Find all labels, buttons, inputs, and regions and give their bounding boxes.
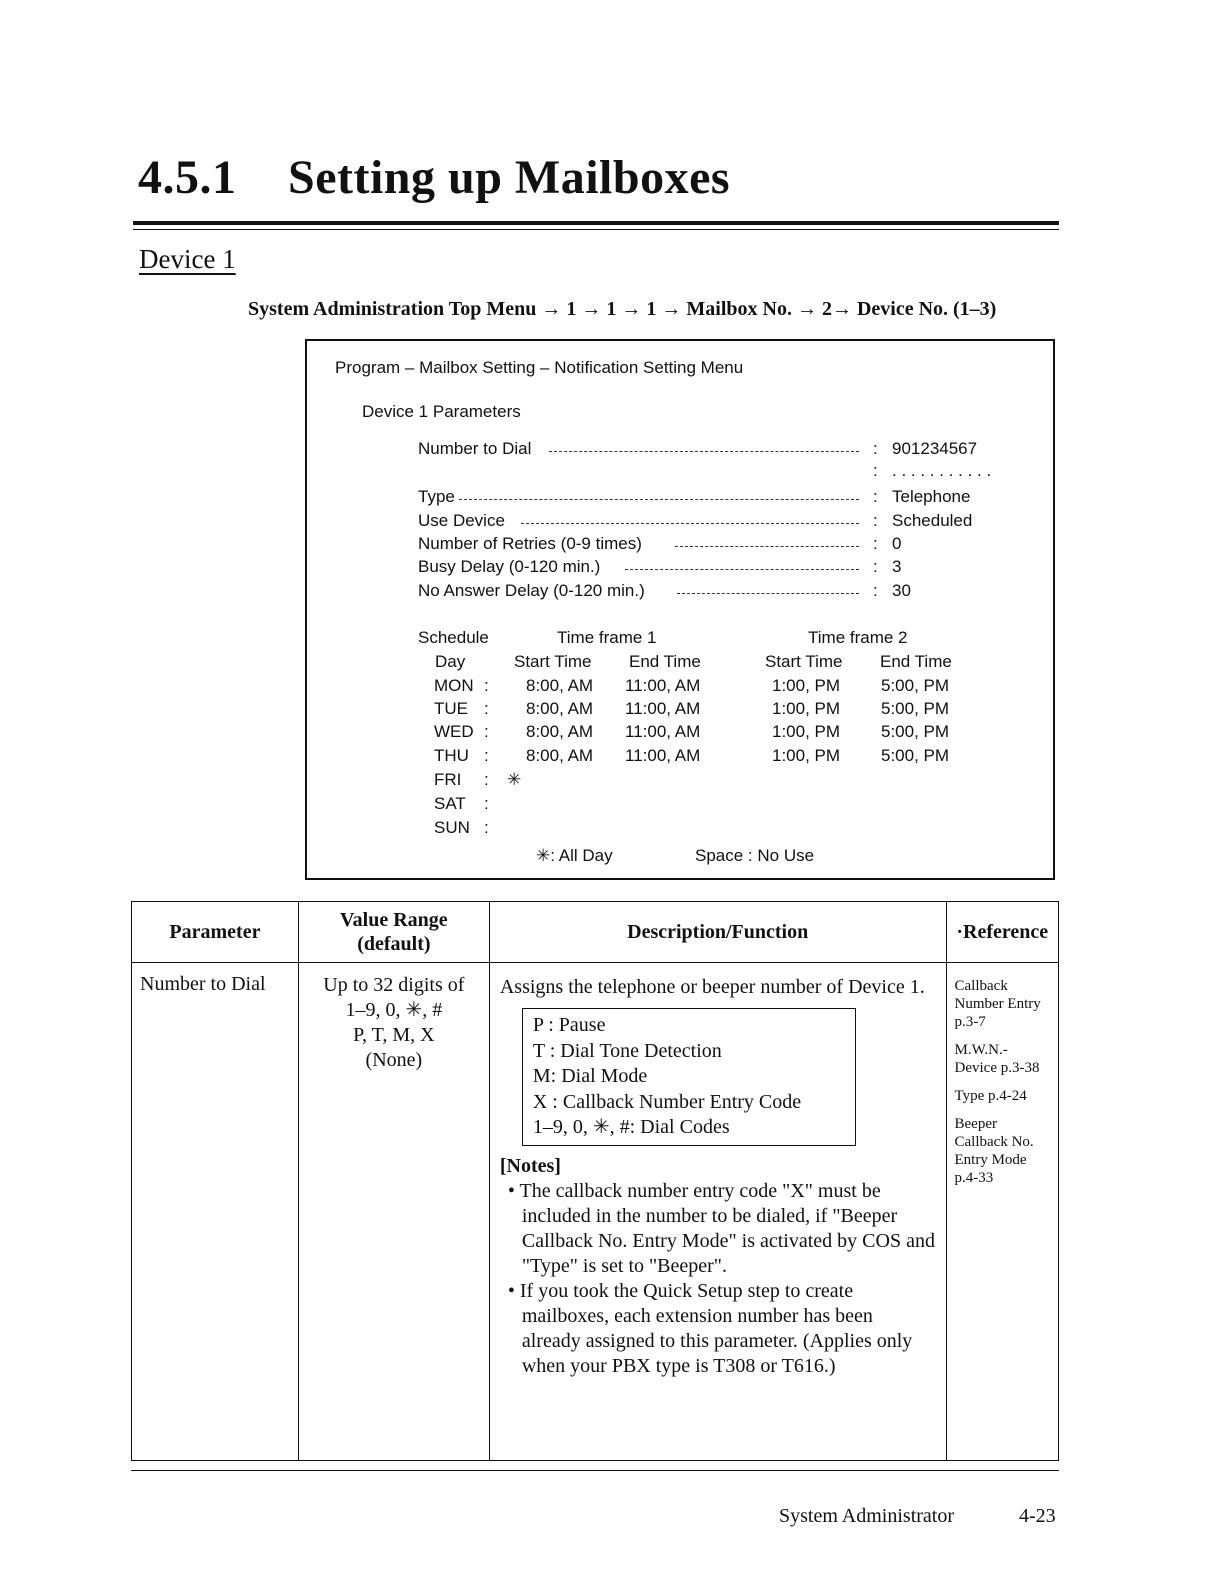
param-label: Busy Delay (0-120 min.) (418, 557, 601, 576)
param-colon: : (873, 557, 878, 576)
end-time-1: 11:00, AM (625, 699, 701, 718)
param-value: 0 (892, 534, 902, 553)
end-time-1: 11:00, AM (625, 722, 701, 741)
value-range-default: (None) (365, 1049, 423, 1071)
parameter-table (131, 901, 1059, 1461)
param-colon: : (873, 511, 878, 530)
value-range-line: Up to 32 digits of (323, 974, 465, 996)
start-time-2: 1:00, PM (772, 746, 841, 765)
note-text: If you took the Quick Setup step to create mailboxes, each extension number has been already assigned to this parameter. (Applies only when your PBX type is T308 or T616.) (519, 1279, 913, 1377)
param-value: 3 (892, 557, 902, 576)
dial-code-item: X : Callback Number Entry Code (532, 1090, 802, 1113)
value-range-line: 1–9, 0, ✳, # (345, 999, 443, 1021)
time-frame-2-label: Time frame 2 (808, 628, 908, 647)
parameter-cell: Number to Dial (132, 963, 299, 1461)
day-colon: : (484, 794, 489, 813)
leader-line (521, 523, 859, 524)
leader-line (677, 593, 859, 594)
param-label: No Answer Delay (0-120 min.) (418, 581, 645, 600)
start-time-1: 8:00, AM (526, 699, 594, 718)
reference-item: M.W.N.- Device p.3-38 (954, 1042, 1040, 1076)
legend-all-day: ✳: All Day (536, 846, 613, 865)
title-rule (133, 221, 1059, 225)
section-number: 4.5.1 (138, 151, 237, 204)
leader-line (459, 499, 859, 500)
end-time-2: 5:00, PM (881, 722, 950, 741)
start-time-1: 8:00, AM (526, 722, 594, 741)
description-text: Assigns the telephone or beeper number of Device 1. (499, 976, 925, 998)
start-header: Start Time (514, 652, 592, 671)
end-header: End Time (880, 652, 952, 671)
value-range-line: P, T, M, X (353, 1024, 435, 1046)
schedule-day: FRI (434, 770, 462, 789)
screen-display (305, 339, 1055, 880)
day-colon: : (484, 818, 489, 837)
page-number: 4-23 (1019, 1505, 1056, 1527)
param-colon: : (873, 581, 878, 600)
schedule-day: SAT (434, 794, 466, 813)
param-colon: : (873, 461, 878, 480)
section-title: Setting up Mailboxes (288, 151, 731, 204)
end-header: End Time (629, 652, 701, 671)
start-time-1: ✳ (507, 770, 522, 789)
reference-item: Type p.4-24 (954, 1088, 1027, 1104)
schedule-day: MON (434, 676, 474, 695)
description-cell (489, 963, 946, 1461)
leader-line (675, 546, 859, 547)
start-time-2: 1:00, PM (772, 722, 841, 741)
time-frame-1-label: Time frame 1 (557, 628, 657, 647)
leader-line (549, 451, 859, 452)
param-value: Telephone (892, 487, 971, 506)
schedule-label: Schedule (418, 628, 489, 647)
day-colon: : (484, 746, 489, 765)
note-text: The callback number entry code "X" must be included in the number to be dialed, if "Beeper Callback No. Entry Mode" is activated by COS and "Type" is set to "Beeper". (519, 1179, 935, 1277)
reference-item: Beeper Callback No. Entry Mode p.4-33 (954, 1116, 1034, 1186)
start-time-2: 1:00, PM (772, 699, 841, 718)
notes-title: [Notes] (499, 1154, 561, 1177)
navigation-path: System Administration Top Menu → 1 → 1 → 1 → Mailbox No. → 2→ Device No. (1–3) (248, 298, 997, 320)
end-time-2: 5:00, PM (881, 699, 950, 718)
param-label: Number of Retries (0-9 times) (418, 534, 642, 553)
end-time-1: 11:00, AM (625, 676, 701, 695)
param-colon: : (873, 534, 878, 553)
day-colon: : (484, 722, 489, 741)
param-colon: : (873, 487, 878, 506)
param-value: Scheduled (892, 511, 973, 530)
reference-cell (946, 963, 1058, 1461)
header-reference: ·Reference (946, 902, 1058, 963)
note-item: • If you took the Quick Setup step to create mailboxes, each extension number has been already assigned to this parameter. (Applies only when your PBX type is T308 or T616.) (507, 1279, 913, 1377)
schedule-day: WED (434, 722, 474, 741)
day-colon: : (484, 676, 489, 695)
title-rule-thin (133, 229, 1059, 230)
end-time-2: 5:00, PM (881, 676, 950, 695)
menu-title: Program – Mailbox Setting – Notification Setting Menu (335, 358, 744, 377)
param-value: 30 (892, 581, 911, 600)
schedule-day: THU (434, 746, 469, 765)
subheading: Device 1 (139, 244, 236, 274)
end-time-2: 5:00, PM (881, 746, 950, 765)
reference-item: Callback Number Entry p.3-7 (954, 978, 1041, 1030)
note-item: • The callback number entry code "X" must be included in the number to be dialed, if "Beeper Callback No. Entry Mode" is activated by COS and "Type" is set to "Beeper". (507, 1179, 935, 1277)
header-value-range-text: Value Range (default) (340, 909, 448, 955)
dial-code-item: T : Dial Tone Detection (532, 1039, 722, 1062)
schedule-day: SUN (434, 818, 470, 837)
dial-code-item: M: Dial Mode (532, 1065, 648, 1087)
footer-section: System Administrator (779, 1505, 954, 1527)
dial-code-item: 1–9, 0, ✳, #: Dial Codes (532, 1116, 730, 1138)
header-parameter: Parameter (132, 902, 299, 963)
schedule-day: TUE (434, 699, 468, 718)
day-colon: : (484, 699, 489, 718)
param-label: Type (418, 487, 455, 506)
table-row (132, 963, 1059, 1461)
end-time-1: 11:00, AM (625, 746, 701, 765)
footer-rule (131, 1470, 1059, 1471)
page-title (138, 150, 730, 205)
header-description: Description/Function (489, 902, 946, 963)
value-range-cell (298, 963, 489, 1461)
start-time-1: 8:00, AM (526, 746, 594, 765)
header-value-range (298, 902, 489, 963)
param-colon: : (873, 439, 878, 458)
param-label: Number to Dial (418, 439, 532, 458)
param-label: Use Device (418, 511, 505, 530)
param-value: 901234567 (892, 439, 978, 458)
dial-code-box (522, 1008, 856, 1146)
day-colon: : (484, 770, 489, 789)
table-header-row (132, 902, 1059, 963)
dial-code-item: P : Pause (532, 1014, 606, 1036)
start-header: Start Time (765, 652, 843, 671)
day-header: Day (435, 652, 466, 671)
start-time-2: 1:00, PM (772, 676, 841, 695)
legend-no-use: Space : No Use (695, 846, 815, 865)
start-time-1: 8:00, AM (526, 676, 594, 695)
leader-line (625, 569, 859, 570)
section-label: Device 1 Parameters (362, 402, 521, 421)
param-value: . . . . . . . . . . . (892, 461, 992, 480)
